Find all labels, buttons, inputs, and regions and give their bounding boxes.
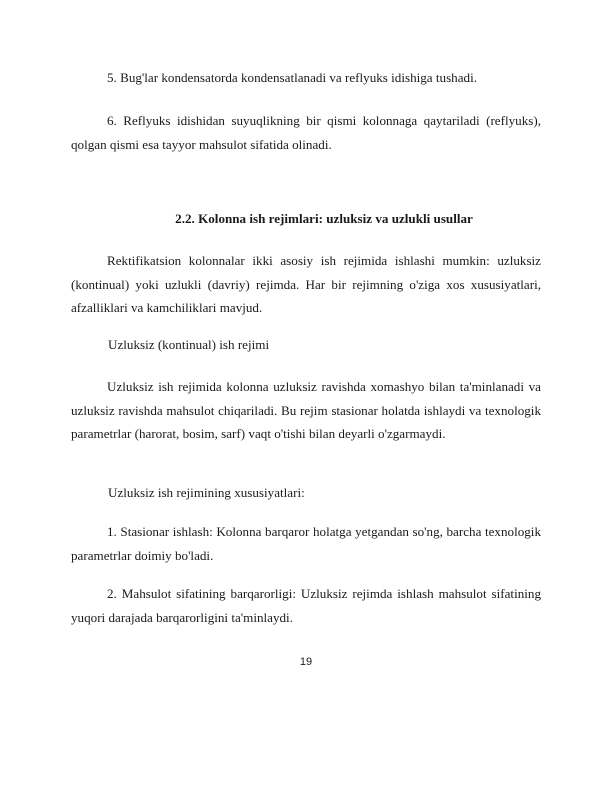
paragraph-step-6: 6. Reflyuks idishidan suyuqlikning bir qismi kolonnaga qaytariladi (reflyuks), qolgan qismi esa tayyor mahsulot sifatida olinadi. (71, 113, 541, 152)
paragraph-step-5: 5. Bug'lar kondensatorda kondensatlanadi va reflyuks idishiga tushadi. (107, 70, 477, 85)
subheading-features: Uzluksiz ish rejimining xususiyatlari: (108, 485, 305, 500)
paragraph-intro: Rektifikatsion kolonnalar ikki asosiy ish rejimida ishlashi mumkin: uzluksiz (kontinual) yoki uzlukli (davriy) rejimda. Har bir rejimning o'ziga xos xususiyatlari, afzalliklari va kamchiliklari mavjud. (71, 253, 541, 315)
page-number: 19 (299, 656, 313, 668)
subheading-continuous-mode: Uzluksiz (kontinual) ish rejimi (108, 337, 270, 352)
paragraph-continuous-description: Uzluksiz ish rejimida kolonna uzluksiz ravishda xomashyo bilan ta'minlanadi va uzluksiz ravishda mahsulot chiqariladi. Bu rejim stasionar holatda ishlaydi va texnologik parametrlar (harorat, bosim, sarf) vaqt o'tishi bilan deyarli o'zgarmaydi. (71, 379, 541, 441)
paragraph-feature-1: 1. Stasionar ishlash: Kolonna barqaror holatga yetgandan so'ng, barcha texnologik parametrlar doimiy bo'ladi. (71, 524, 541, 563)
paragraph-feature-2: 2. Mahsulot sifatining barqarorligi: Uzluksiz rejimda ishlash mahsulot sifatining yuqori darajada barqarorligini ta'minlaydi. (71, 586, 541, 625)
section-heading: 2.2. Kolonna ish rejimlari: uzluksiz va uzlukli usullar (175, 211, 473, 226)
